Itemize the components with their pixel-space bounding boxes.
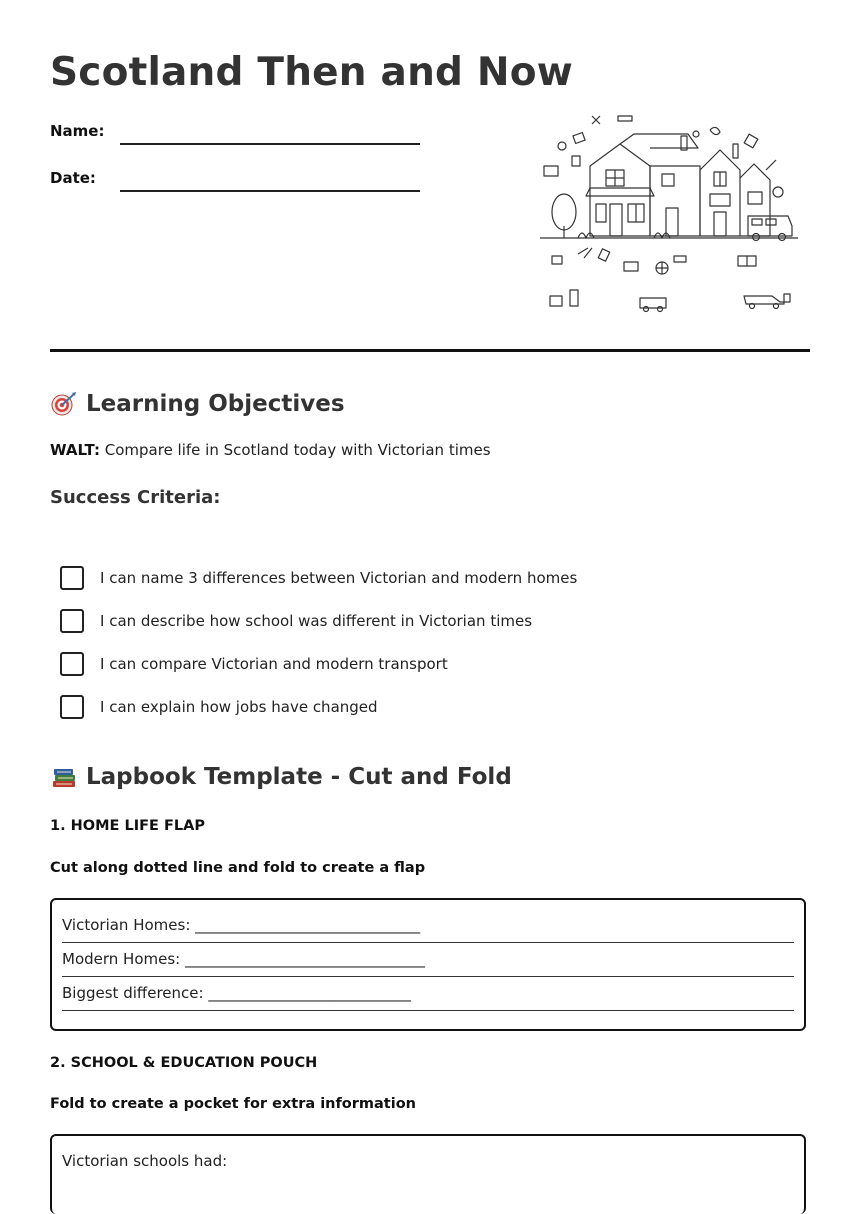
victorian-schools-line[interactable]: Victorian schools had:	[62, 1152, 228, 1170]
school-pouch-card	[50, 1134, 806, 1214]
criteria-item	[60, 556, 760, 599]
date-field	[50, 169, 96, 187]
houses-illustration	[538, 108, 802, 320]
criteria-checkbox[interactable]	[60, 652, 84, 676]
page-title: Scotland Then and Now	[50, 50, 573, 95]
criteria-text: I can name 3 differences between Victorian and modern homes	[100, 568, 578, 587]
criteria-item	[60, 642, 760, 685]
criteria-checkbox[interactable]	[60, 609, 84, 633]
biggest-difference-line[interactable]: Biggest difference: ___________________________	[62, 978, 794, 1011]
success-criteria-list	[60, 556, 760, 728]
school-pouch-title: 2. SCHOOL & EDUCATION POUCH	[50, 1055, 318, 1071]
dart-target-icon	[50, 391, 78, 417]
home-life-flap-card	[50, 898, 806, 1031]
walt-label: WALT:	[50, 441, 100, 459]
name-field	[50, 122, 104, 140]
lapbook-heading	[50, 764, 512, 790]
home-life-flap-title: 1. HOME LIFE FLAP	[50, 818, 205, 834]
date-label: Date:	[50, 169, 96, 187]
criteria-text: I can explain how jobs have changed	[100, 697, 378, 716]
modern-homes-line[interactable]: Modern Homes: ________________________________	[62, 944, 794, 977]
lapbook-title: Lapbook Template - Cut and Fold	[86, 764, 512, 790]
victorian-homes-line[interactable]: Victorian Homes: ______________________________	[62, 910, 794, 943]
walt-statement	[50, 441, 491, 459]
criteria-checkbox[interactable]	[60, 695, 84, 719]
success-criteria-heading: Success Criteria:	[50, 487, 221, 508]
school-pouch-instruction: Fold to create a pocket for extra information	[50, 1096, 416, 1112]
divider-line	[50, 349, 810, 352]
criteria-checkbox[interactable]	[60, 566, 84, 590]
date-line[interactable]	[120, 190, 420, 192]
criteria-text: I can describe how school was different in Victorian times	[100, 611, 533, 630]
name-label: Name:	[50, 122, 105, 140]
criteria-item	[60, 685, 760, 728]
home-life-instruction: Cut along dotted line and fold to create a flap	[50, 860, 426, 876]
name-line[interactable]	[120, 143, 420, 145]
criteria-text: I can compare Victorian and modern transport	[100, 654, 448, 673]
learning-objectives-heading	[50, 391, 345, 417]
walt-text: Compare life in Scotland today with Victorian times	[104, 441, 491, 459]
learning-objectives-title: Learning Objectives	[86, 391, 345, 417]
criteria-item	[60, 599, 760, 642]
books-icon	[50, 764, 78, 790]
